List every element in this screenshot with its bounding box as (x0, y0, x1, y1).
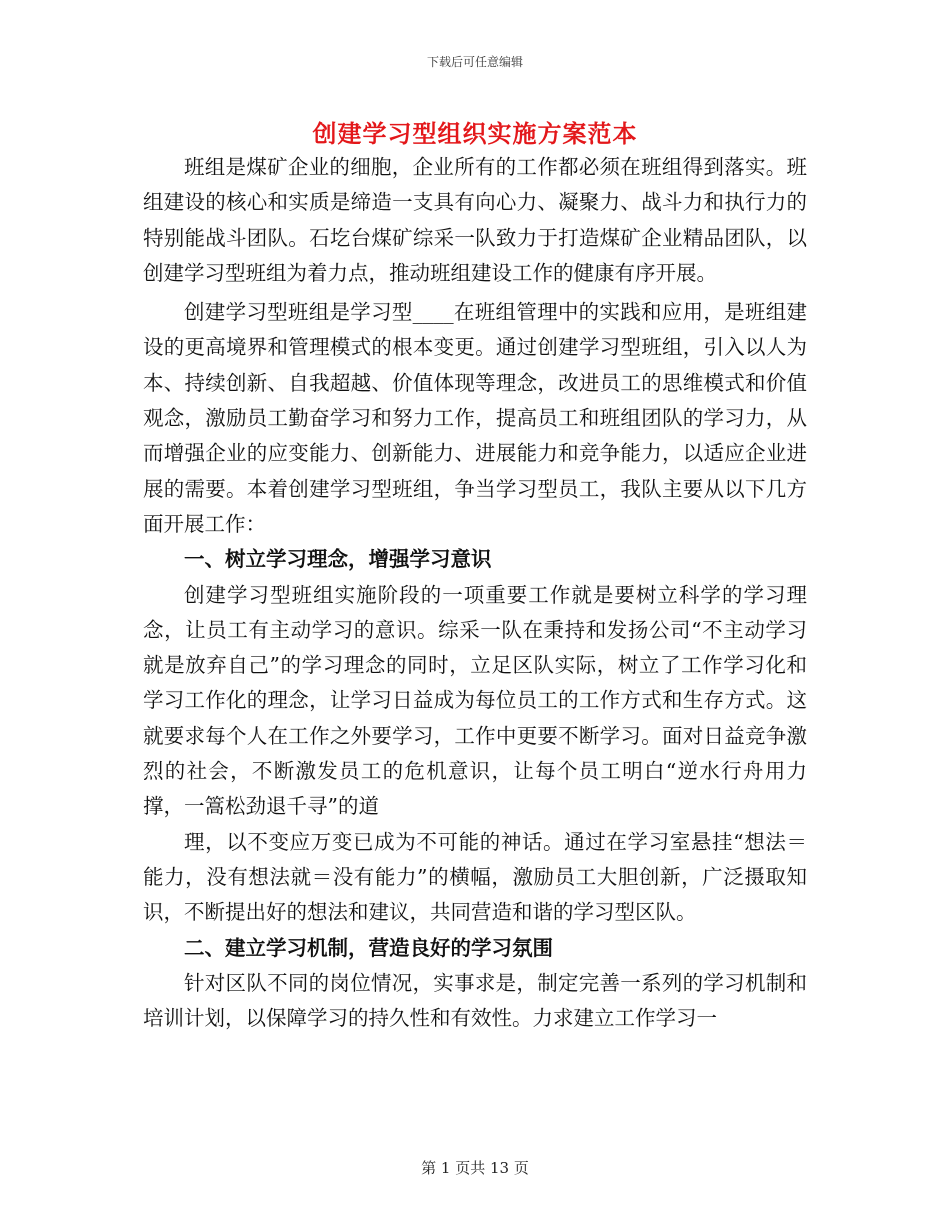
document-title: 创建学习型组织实施方案范本 (312, 119, 638, 148)
paragraph-2: 创建学习型班组是学习型____在班组管理中的实践和应用，是班组建设的更高境界和管理模式的根本变更。通过创建学习型班组，引入以人为本、持续创新、自我超越、价值体现等理念，改进员工的思维模式和价值观念，激励员工勤奋学习和努力工作，提高员工和班组团队的学习力，从而增强企业的应变能力、创新能力、进展能力和竞争能力，以适应企业进展的需要。本着创建学习型班组，争当学习型员工，我队主要从以下几方面开展工作： (143, 300, 807, 536)
paragraph-3: 创建学习型班组实施阶段的一项重要工作就是要树立科学的学习理念，让员工有主动学习的意识。综采一队在秉持和发扬公司“不主动学习就是放弃自己”的学习理念的同时，立足区队实际，树立了工作学习化和学习工作化的理念，让学习日益成为每位员工的工作方式和生存方式。这就要求每个人在工作之外要学习，工作中更要不断学习。面对日益竞争激烈的社会，不断激发员工的危机意识，让每个员工明白“逆水行舟用力撑，一篙松劲退千寻”的道 (143, 582, 807, 819)
paragraph-1: 班组是煤矿企业的细胞，企业所有的工作都必须在班组得到落实。班组建设的核心和实质是缔造一支具有向心力、凝聚力、战斗力和执行力的特别能战斗团队。石圪台煤矿综采一队致力于打造煤矿企业精品团队，以创建学习型班组为着力点，推动班组建设工作的健康有序开展。 (143, 155, 807, 285)
paragraph-5: 针对区队不同的岗位情况，实事求是，制定完善一系列的学习机制和培训计划，以保障学习的持久性和有效性。力求建立工作学习一 (143, 970, 807, 1031)
section-heading-2: 二、建立学习机制，营造良好的学习氛围 (184, 935, 553, 960)
paragraph-4: 理，以不变应万变已成为不可能的神话。通过在学习室悬挂“想法＝能力，没有想法就＝没有能力”的横幅，激励员工大胆创新，广泛摄取知识，不断提出好的想法和建议，共同营造和谐的学习型区队。 (143, 829, 807, 925)
page-header: 下载后可任意编辑 (426, 55, 523, 69)
section-heading-1: 一、树立学习理念，增强学习意识 (184, 547, 492, 572)
page-footer: 第 1 页共 13 页 (421, 1159, 529, 1177)
document-body (143, 150, 807, 1036)
